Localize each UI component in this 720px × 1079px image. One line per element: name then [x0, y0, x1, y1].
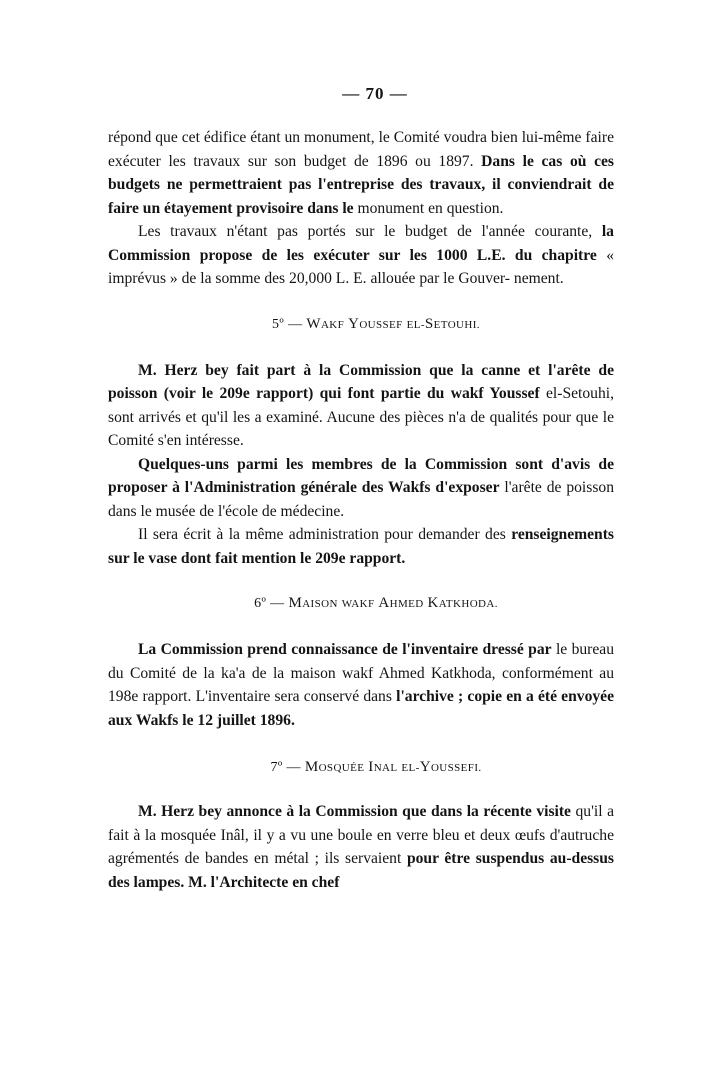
- paragraph-mosque-visit: [108, 800, 614, 894]
- section-number: 7º —: [270, 760, 301, 775]
- heading-text: OUSSEF: [359, 318, 403, 331]
- heading-text: ETOUHI.: [433, 318, 480, 331]
- text-line: nement.: [513, 270, 564, 287]
- text-line: n'a de qualités pour que le Comité s'en intéresse.: [108, 408, 615, 449]
- paragraph-budget-proposal: [108, 220, 614, 291]
- heading-letter: A: [378, 595, 390, 611]
- text-line: travaux, il conviendrait de faire un étayement provisoire dans le: [108, 176, 614, 217]
- text-line: qu'il a fait à la mosquée Inâl, il y a vu une boule en verre bleu et: [108, 803, 614, 844]
- paragraph-administration-letter: [108, 523, 614, 570]
- heading-letter: K: [427, 595, 439, 611]
- text-line: « imprévus » de la somme des 20,000 L. E. allouée par le Gouver-: [108, 246, 614, 287]
- paragraph-inventory: [108, 638, 614, 732]
- heading-text: AKF: [320, 318, 345, 331]
- text-line: el-Setouhi, sont arrivés et qu'il les a examiné. Aucune des pièces: [108, 385, 614, 426]
- text-line: lui-même faire exécuter les travaux sur son budget de 1896 ou 1897.: [108, 129, 614, 170]
- text-line: monument en question.: [357, 199, 504, 217]
- text-line: de proposer à l'Administration générale des Wakfs d'exposer: [108, 455, 614, 496]
- heading-text: ATKHODA.: [438, 598, 498, 610]
- heading-letter: Y: [419, 759, 431, 775]
- section-number: 5º —: [272, 316, 303, 332]
- heading-text: AISON: [302, 598, 338, 610]
- page-number: — 70 —: [342, 84, 408, 103]
- text-line: la Commission propose de les exécuter sur les 1000 L.E. du chapitre: [108, 223, 614, 264]
- text-line: Les travaux n'étant pas portés sur le budget de l'année courante,: [138, 223, 593, 240]
- text-line: conformément au 198e rapport. L'inventaire sera conservé dans: [108, 664, 615, 705]
- text-line: l'archive ; copie en a été envoyée aux Wakfs le 12 juillet 1896.: [108, 688, 615, 729]
- text-line: M. Herz bey fait part à la Commission que la canne et l'arête: [138, 361, 591, 379]
- heading-letter: I: [368, 759, 374, 775]
- heading-letter: Y: [348, 315, 360, 332]
- paragraph-herz-cane: [108, 359, 614, 453]
- text-line: La Commission prend connaissance de l'inventaire dressé par: [138, 641, 552, 658]
- document-page: [108, 84, 614, 894]
- heading-letter: M: [288, 595, 303, 611]
- heading-text: EL-: [406, 318, 425, 331]
- text-line: pour être suspendus au-dessus des lampes. M. l'Architecte en chef: [108, 850, 614, 891]
- section-heading-mosquee-inal: [108, 756, 614, 780]
- text-line: Quelques-uns parmi les membres de la Commission sont d'avis: [138, 455, 591, 473]
- section-heading-maison-wakf: [108, 592, 614, 616]
- text-line: renseignements sur le vase dont fait mention le 209e rapport.: [108, 526, 614, 567]
- text-line: l'arête de poisson dans le musée de l'école de médecine.: [108, 479, 614, 520]
- section-heading-wakf-youssef: [108, 313, 614, 337]
- heading-text: EL-: [401, 762, 420, 774]
- paragraph-members-opinion: [108, 453, 614, 524]
- paragraph-budget-reply: [108, 126, 614, 220]
- text-line: Dans le cas où ces budgets ne permettraient pas l'entreprise des: [108, 152, 614, 193]
- text-line: répond que cet édifice étant un monument, le Comité voudra bien: [108, 129, 518, 146]
- section-number: 6º —: [254, 596, 285, 611]
- heading-letter: S: [424, 315, 434, 332]
- heading-letter: M: [304, 759, 319, 775]
- text-line: M. Herz bey annonce à la Commission que dans la récente visite: [138, 803, 571, 820]
- heading-letter: W: [306, 315, 321, 332]
- text-line: deux œufs d'autruche agrémentés de bandes en métal ; ils servaient: [108, 826, 614, 867]
- heading-text: OUSSEFI.: [430, 762, 482, 774]
- heading-text: HMED: [389, 598, 424, 610]
- text-line: le bureau du Comité de la ka'a de la maison wakf Ahmed Katkhoda,: [108, 641, 615, 682]
- heading-text: WAKF: [341, 598, 375, 610]
- heading-text: OSQUÉE: [318, 762, 365, 774]
- text-line: Il sera écrit à la même administration pour demander des: [138, 526, 506, 543]
- text-line: de poisson (voir le 209e rapport) qui font partie du wakf Youssef: [108, 361, 614, 402]
- heading-text: NAL: [373, 762, 398, 774]
